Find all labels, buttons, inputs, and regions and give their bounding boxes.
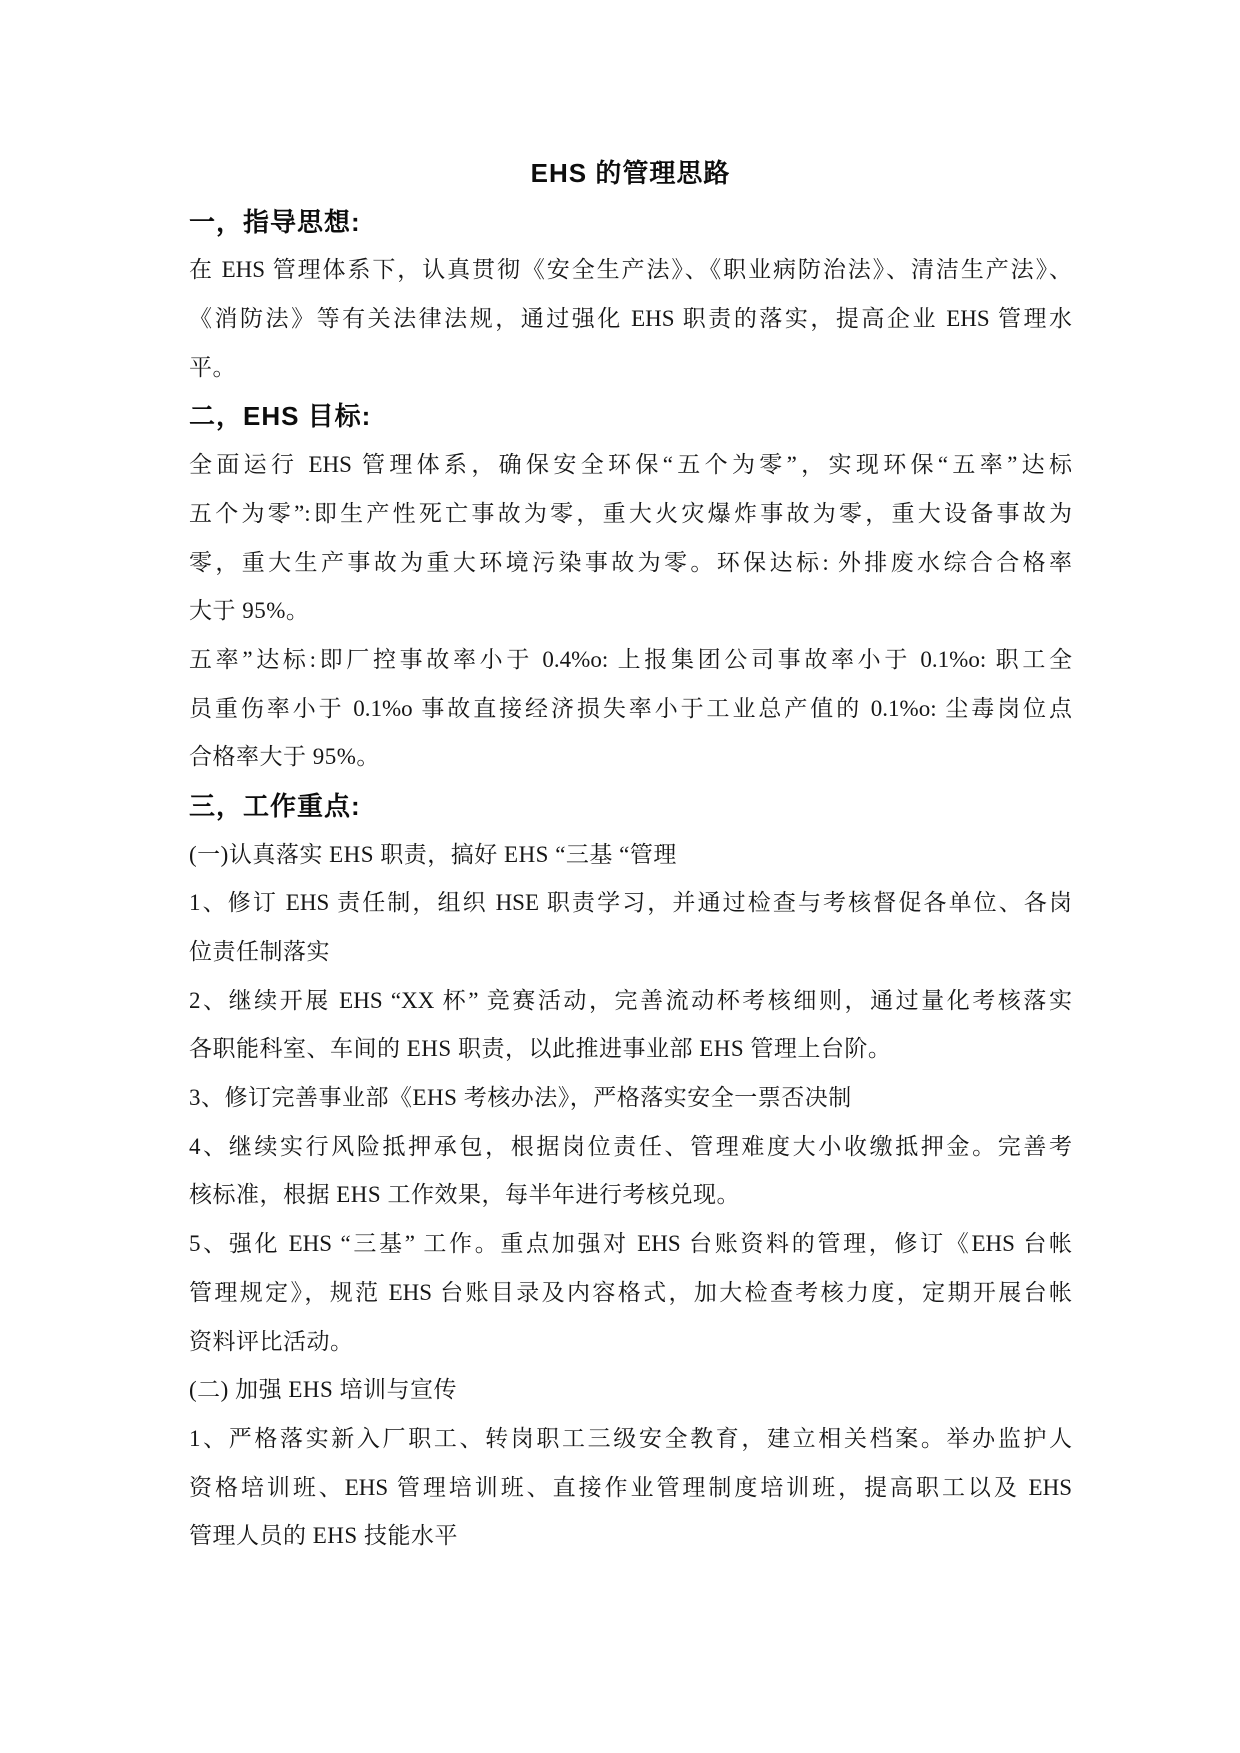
text-line: 《消防法》等有关法律法规，通过强化 EHS 职责的落实，提高企业 EHS 管理水	[189, 306, 1072, 332]
text-line: 管理人员的 EHS 技能水平	[189, 1523, 458, 1549]
text-line: 3、修订完善事业部《EHS 考核办法》，严格落实安全一票否决制	[189, 1085, 852, 1111]
text-line: 5、强化 EHS “三基” 工作。重点加强对 EHS 台账资料的管理，修订《EHS 台帐	[189, 1231, 1072, 1257]
text-line: 合格率大于 95%。	[189, 744, 380, 770]
text-line: (一)认真落实 EHS 职责，搞好 EHS “三基 “管理	[189, 841, 677, 867]
text-line: 平。	[189, 354, 236, 380]
section-heading: 二，EHS 目标:	[189, 401, 372, 432]
text-line: 在 EHS 管理体系下，认真贯彻《安全生产法》、《职业病防治法》、清洁生产法》、	[189, 257, 1072, 283]
text-line: 五个为零”:即生产性死亡事故为零，重大火灾爆炸事故为零，重大设备事故为	[189, 500, 1072, 526]
text-line: (二) 加强 EHS 培训与宣传	[189, 1377, 458, 1403]
text-line: 核标准，根据 EHS 工作效果，每半年进行考核兑现。	[189, 1182, 740, 1208]
text-line: 五率”达标:即厂控事故率小于 0.4%o: 上报集团公司事故率小于 0.1%o: 职工全	[189, 646, 1072, 672]
text-line: 管理规定》，规范 EHS 台账目录及内容格式，加大检查考核力度，定期开展台帐	[189, 1279, 1072, 1305]
section-heading: 三，工作重点:	[189, 790, 361, 821]
text-line: 零，重大生产事故为重大环境污染事故为零。环保达标: 外排废水综合合格率	[189, 549, 1072, 575]
document-title: EHS 的管理思路	[530, 158, 731, 188]
text-line: 全面运行 EHS 管理体系，确保安全环保“五个为零”，实现环保“五率”达标	[189, 452, 1072, 478]
document-body	[189, 149, 1072, 1561]
text-line: 2、继续开展 EHS “XX 杯” 竞赛活动，完善流动杯考核细则，通过量化考核落实	[189, 987, 1072, 1013]
text-line: 资格培训班、EHS 管理培训班、直接作业管理制度培训班，提高职工以及 EHS	[189, 1474, 1072, 1500]
text-line: 资料评比活动。	[189, 1328, 354, 1354]
text-line: 大于 95%。	[189, 598, 310, 624]
text-line: 1、严格落实新入厂职工、转岗职工三级安全教育，建立相关档案。举办监护人	[189, 1425, 1072, 1451]
section-heading: 一，指导思想:	[189, 206, 361, 237]
text-line: 位责任制落实	[189, 939, 330, 964]
text-line: 各职能科室、车间的 EHS 职责，以此推进事业部 EHS 管理上台阶。	[189, 1036, 892, 1062]
text-line: 员重伤率小于 0.1%o 事故直接经济损失率小于工业总产值的 0.1%o: 尘毒岗位点	[189, 695, 1072, 721]
text-line: 4、继续实行风险抵押承包，根据岗位责任、管理难度大小收缴抵押金。完善考	[189, 1133, 1072, 1159]
text-line: 1、修订 EHS 责任制，组织 HSE 职责学习，并通过检查与考核督促各单位、各岗	[189, 890, 1072, 916]
